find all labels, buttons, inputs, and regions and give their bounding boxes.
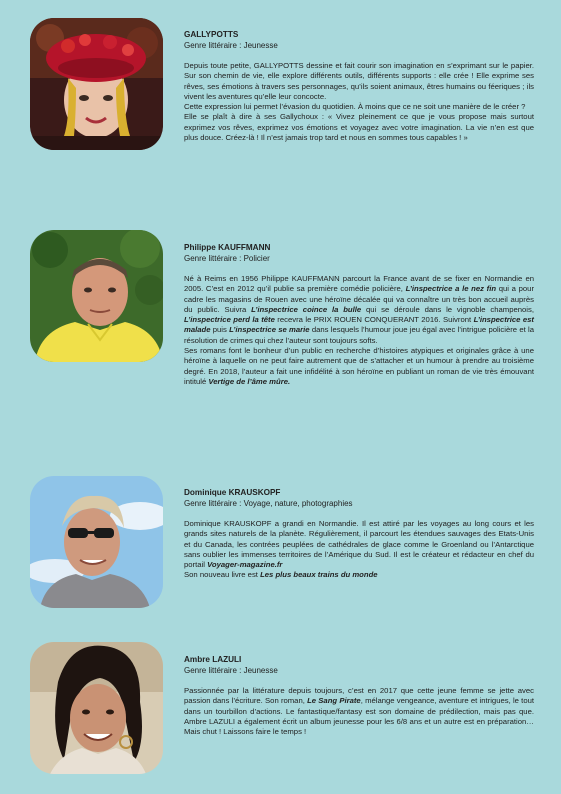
author-name: Dominique KRAUSKOPF: [184, 488, 281, 497]
bio-text: Ses romans font le bonheur d’un public en recherche d’histoires atypiques et originales grâce à une héroïne à laquelle on ne peut faire autrement que de s’attacher et un humour à prendre au troisième degré. En 2018, l’auteur a fait une infidélité à son héroïne en publiant un roman de vie très émouvant intitulé: [184, 346, 534, 386]
author-genre: Genre littéraire : Jeunesse: [184, 40, 278, 50]
bio-paragraph: [184, 519, 534, 570]
portrait-image: [30, 476, 163, 608]
bio-text: puis: [210, 325, 230, 335]
book-title: Le Sang Pirate: [307, 696, 361, 706]
bio-text: recevra le PRIX ROUEN CONQUERANT 2016. Suivront: [274, 315, 474, 325]
author-name: GALLYPOTTS: [184, 30, 239, 39]
bio-text: Cette expression lui permet l’évasion du quotidien. À moins que ce ne soit une manière de le créer ?: [184, 102, 526, 112]
author-bio: [184, 686, 534, 737]
author-genre: Genre littéraire : Voyage, nature, photographies: [184, 498, 353, 508]
author-photo: [30, 642, 163, 774]
book-title: L’inspectrice se marie: [229, 325, 310, 335]
book-title: Vertige de l’âme mûre.: [208, 376, 291, 386]
book-title: L’inspectrice est malade: [184, 315, 534, 335]
book-title: Les plus beaux trains du monde: [260, 570, 378, 580]
author-genre: Genre littéraire : Policier: [184, 253, 270, 263]
author-name: Ambre LAZULI: [184, 655, 242, 664]
bio-text: Son nouveau livre est: [184, 570, 261, 580]
author-bio: [184, 519, 534, 581]
bio-text: Depuis toute petite, GALLYPOTTS dessine et fait courir son imagination en s’exprimant sur le papier. Sur son chemin de vie, elle explore différents outils, différents supports : elle crée ! Elle exprime ses rêves, ses émotions à travers ses personnages, qu’ils soient animaux, êtres humains ou féeriques ; ils vivent les aventures qu’elle leur concocte.: [184, 61, 534, 101]
portrait-image: [30, 230, 163, 362]
bio-text: dans lesquels l’humour joue jeu égal avec l’intrigue policière et la résolution de crimes qui chez l’auteur sont toujours softs.: [184, 325, 534, 345]
author-text: [184, 488, 534, 581]
author-photo: [30, 230, 163, 362]
bio-paragraph: [184, 61, 534, 102]
bio-paragraph: [184, 346, 534, 387]
bio-text: , mélange vengeance, aventure et intrigues, le tout dans un tourbillon d’actions. Le fantastique/fantasy est son domaine de prédilection, mais pas que. Ambre LAZULI a également écrit un album jeunesse pour les 6/8 ans et un autre est en préparation… Mais chut ! Laissons faire le temps !: [184, 696, 535, 737]
bio-paragraph: [184, 112, 534, 143]
book-title: L’inspectrice coince la bulle: [251, 304, 362, 314]
bio-text: qui se déroule dans le vignoble champenois,: [361, 304, 534, 314]
bio-paragraph: [184, 570, 534, 580]
bio-paragraph: [184, 102, 534, 112]
book-title: L’inspectrice perd la tête: [184, 315, 275, 325]
author-text: [184, 655, 534, 737]
author-genre: Genre littéraire : Jeunesse: [184, 665, 278, 675]
author-name: Philippe KAUFFMANN: [184, 243, 271, 252]
author-bio: [184, 274, 534, 387]
author-bio: [184, 61, 534, 143]
author-photo: [30, 18, 163, 150]
bio-text: Passionnée par la littérature depuis toujours, c’est en 2017 que cette jeune femme se jette avec passion dans l’écriture. Son roman,: [184, 686, 534, 706]
bio-text: Elle se plaît à dire à ses Gallychoux : « Vivez pleinement ce que je vous propose mais surtout exprimez vos rêves, exprimez vos émotions et voyagez avec votre imagination. La vie n’en est que plus douce. Créez-là ! Il n’est jamais trop tard et nous en sommes tous capables ! »: [184, 112, 534, 143]
author-text: [184, 30, 534, 143]
bio-paragraph: [184, 274, 534, 346]
bio-text: Né à Reims en 1956 Philippe KAUFFMANN parcourt la France avant de se fixer en Normandie en 2005. C’est en 2012 qu’il publie sa première comédie policière,: [184, 274, 534, 294]
bio-text: Dominique KRAUSKOPF a grandi en Normandie. Il est attiré par les voyages au long cours et les grands sites naturels de la planète. Régulièrement, il parcourt les étendues sauvages des Etats-Unis et du Canada, les contrées peuplées de cathédrales de glace comme le Groenland ou l’Antarctique sans oublier les immenses territoires de l’Amérique du Sud. Il est le créateur et rédacteur en chef du portail: [184, 519, 534, 570]
book-title: L’inspectrice a le nez fin: [405, 284, 497, 294]
author-text: [184, 243, 534, 387]
portrait-image: [30, 18, 163, 150]
book-title: Voyager-magazine.fr: [207, 560, 283, 570]
author-photo: [30, 476, 163, 608]
portrait-image: [30, 642, 163, 774]
bio-text: qui a pour cadre les magasins de Rouen avec une héroïne décalée qui va connaître un très bon accueil auprès du public. Suivra: [184, 284, 535, 314]
bio-paragraph: [184, 686, 534, 737]
